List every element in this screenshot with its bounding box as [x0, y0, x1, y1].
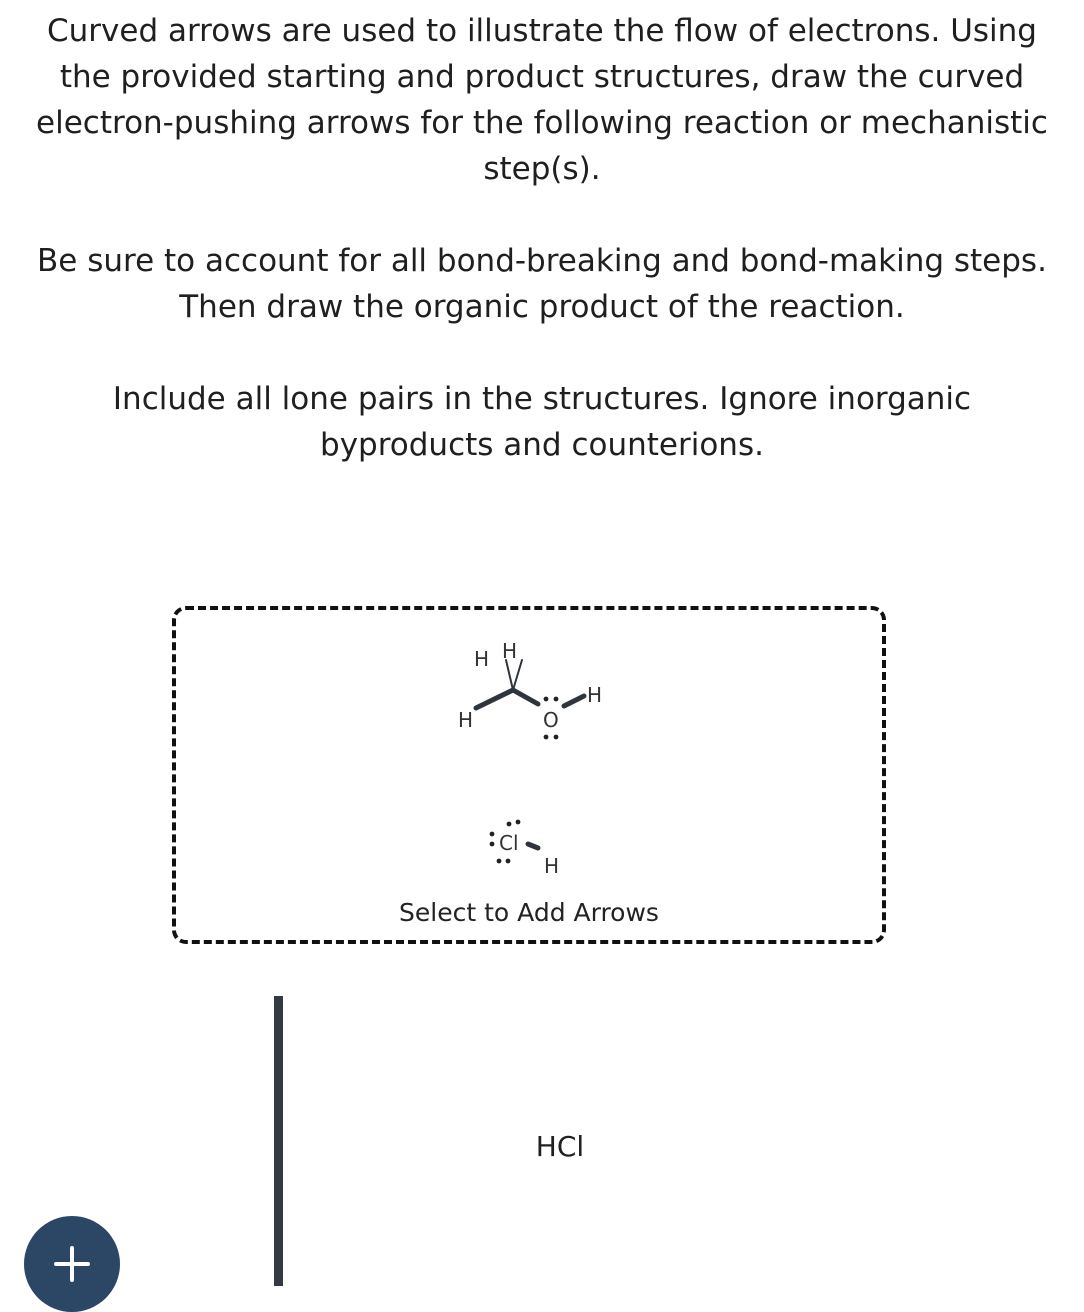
instructions [0, 8, 1084, 468]
methanol-atom-h4: H [587, 683, 603, 707]
oxygen-lone-pair-bottom-2 [554, 735, 559, 740]
instruction-paragraph-1: Curved arrows are used to illustrate the flow of electrons. Using the provided starting and product structures, draw the curved electron-pushing arrows for the following reaction or mechanistic step(s). [36, 13, 1048, 187]
chlorine-lone-pair-bottom-1 [497, 859, 502, 864]
methanol-bond-oh [564, 696, 584, 706]
oxygen-lone-pair-bottom-1 [544, 735, 549, 740]
methanol-bond-h2 [513, 660, 522, 690]
hcl-bond [528, 844, 538, 848]
methanol-atom-h1: H [474, 647, 490, 671]
instruction-paragraph-2: Be sure to account for all bond-breaking and bond-making steps. Then draw the organic product of the reaction. [37, 243, 1047, 325]
methanol-atom-o: O [543, 708, 559, 732]
oxygen-lone-pair-top-1 [544, 697, 549, 702]
hcl-atom-h: H [544, 854, 560, 878]
plus-icon [54, 1246, 90, 1282]
reagent-label: HCl [535, 1130, 585, 1163]
reactants-structure [176, 610, 882, 940]
methanol-atom-h2: H [502, 639, 518, 663]
methanol-bond-co [513, 690, 538, 704]
chlorine-lone-pair-bottom-2 [506, 859, 511, 864]
oxygen-lone-pair-top-2 [554, 697, 559, 702]
instruction-paragraph-3: Include all lone pairs in the structures. Ignore inorganic byproducts and counterions. [112, 381, 972, 463]
select-to-add-arrows-label: Select to Add Arrows [399, 898, 659, 927]
arrow-drawing-area[interactable] [172, 606, 886, 944]
methanol-bond-h1 [506, 660, 513, 690]
chlorine-lone-pair-left-2 [490, 842, 495, 847]
methanol-bond-h3 [476, 690, 513, 708]
reaction-divider [274, 996, 283, 1286]
chlorine-lone-pair-left-1 [490, 832, 495, 837]
methanol-atom-h3: H [458, 708, 474, 732]
chlorine-lone-pair-top-1 [507, 822, 512, 827]
add-button[interactable] [24, 1216, 120, 1312]
hcl-atom-cl: Cl [499, 831, 519, 855]
chlorine-lone-pair-top-2 [516, 820, 521, 825]
